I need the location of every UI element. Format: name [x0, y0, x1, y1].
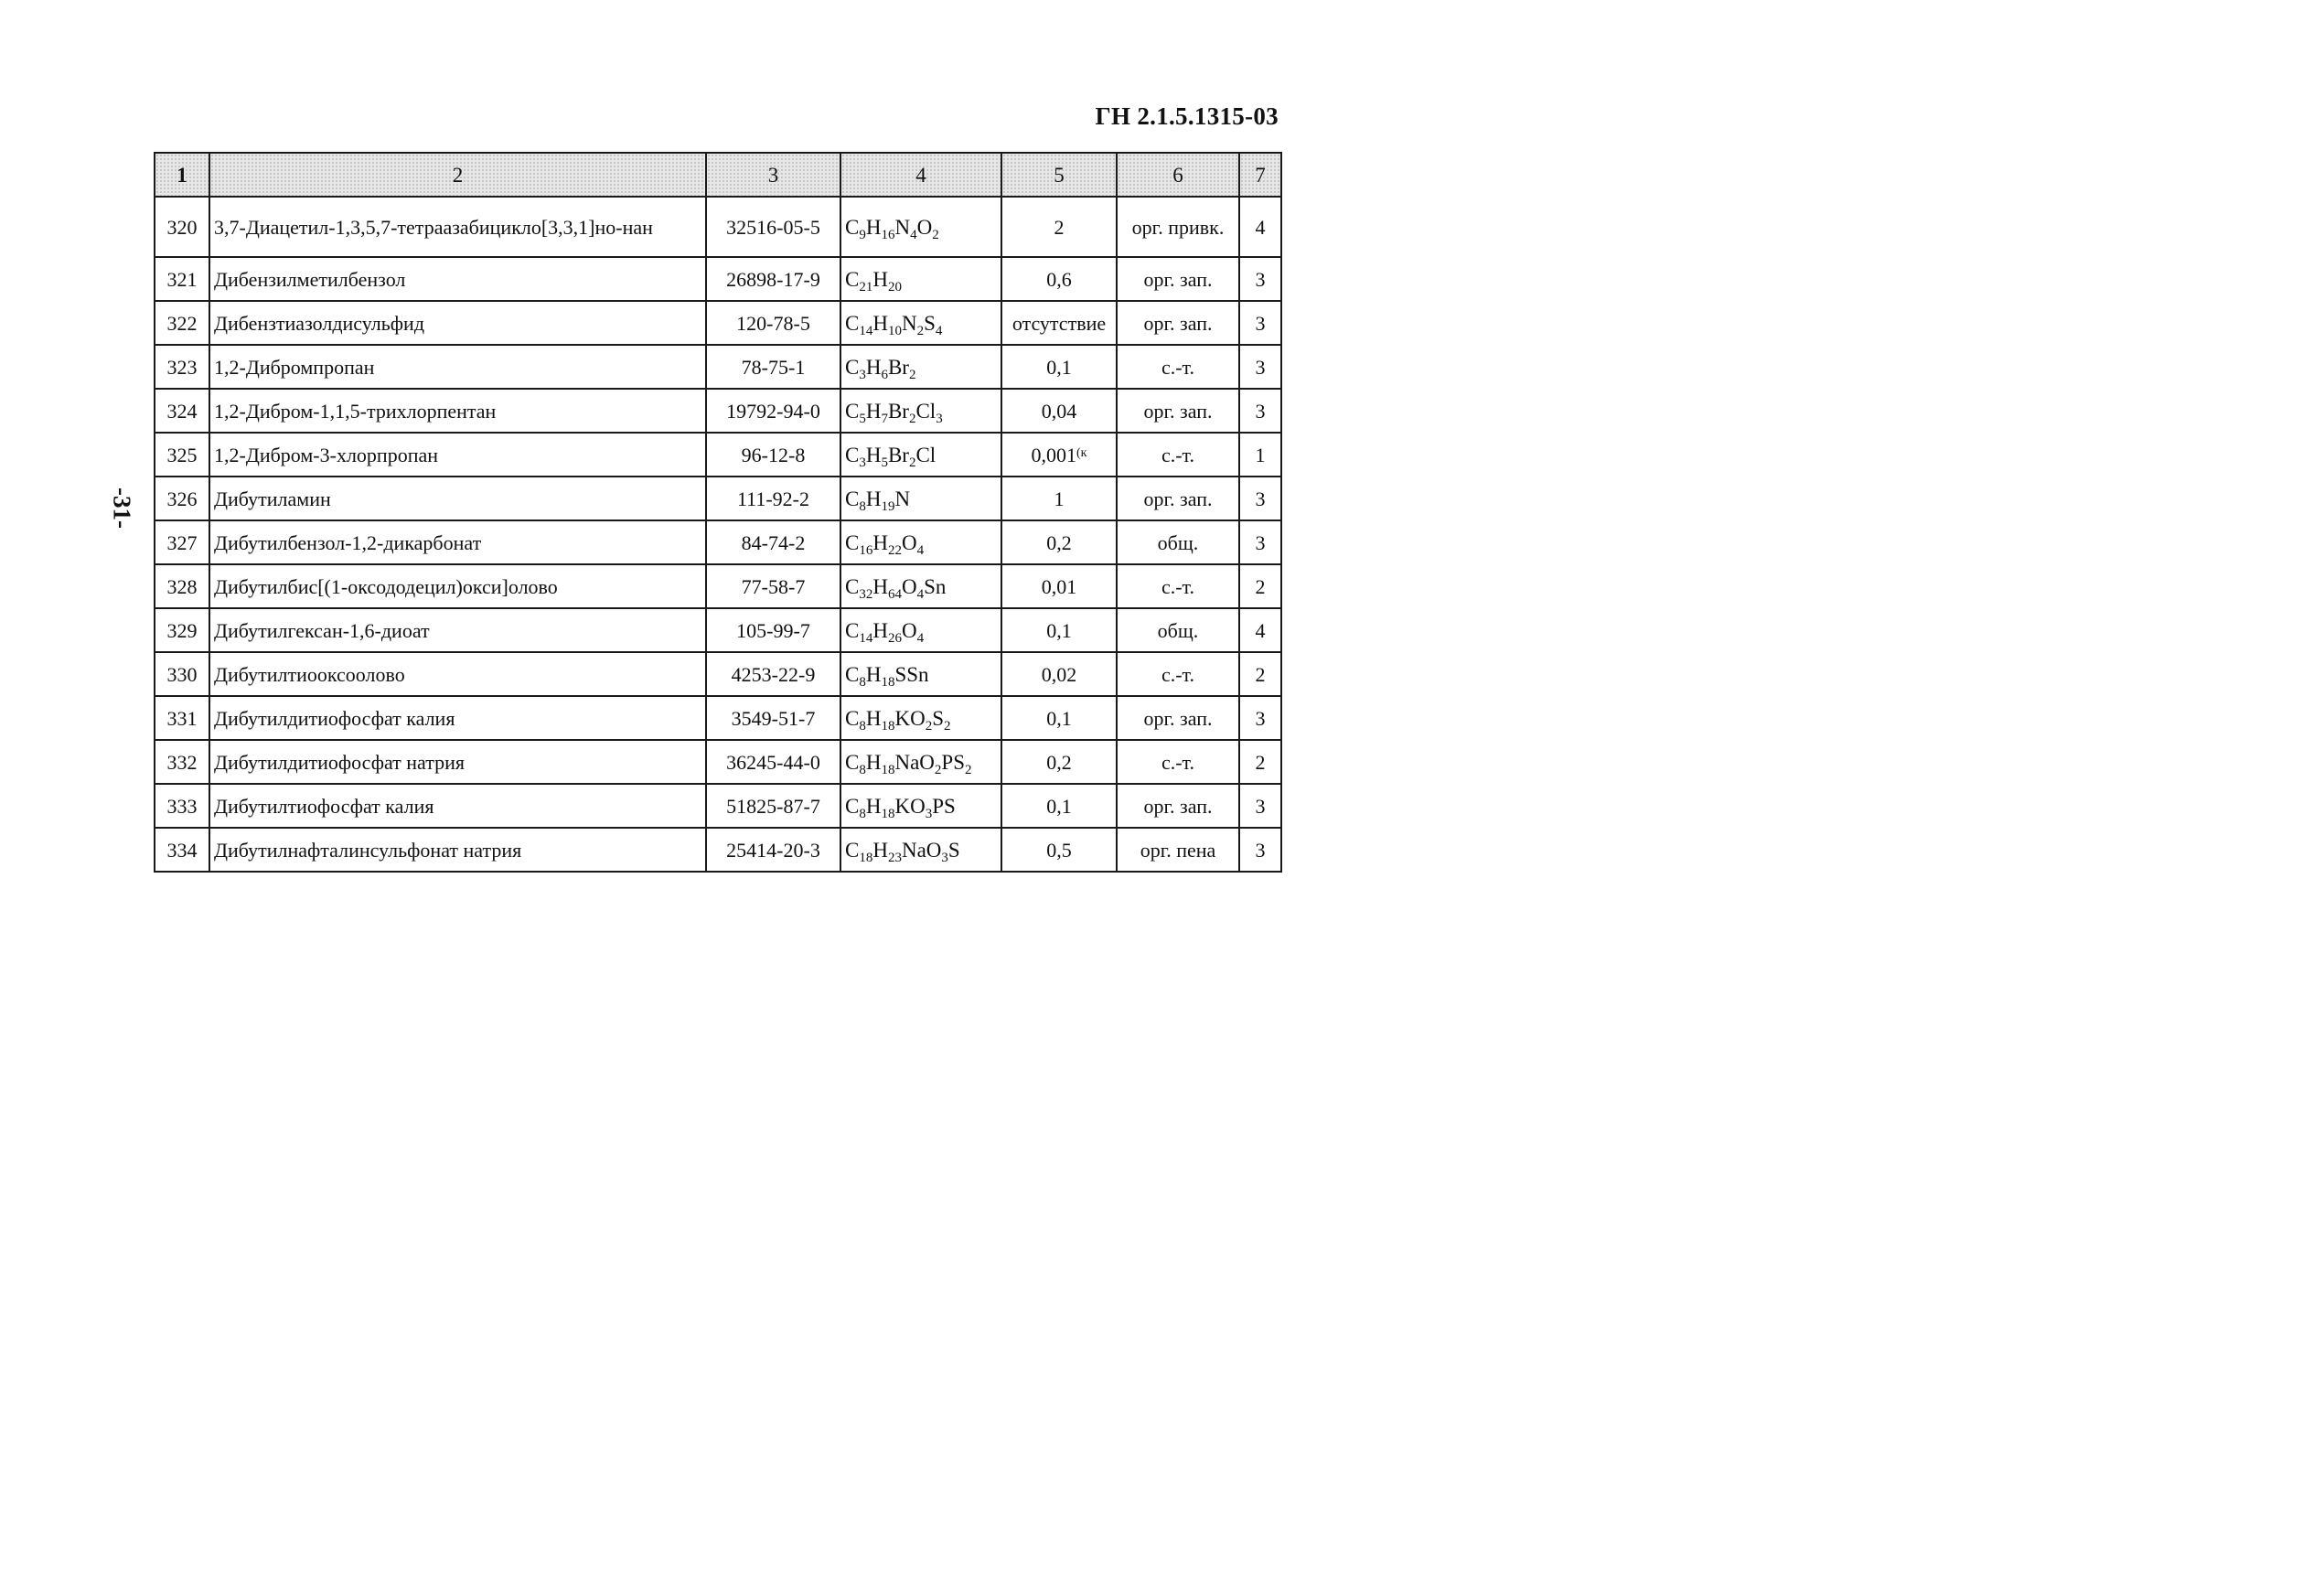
concentration-value [1001, 696, 1117, 740]
hazard-class: 3 [1239, 784, 1281, 828]
value-text: 0,02 [1041, 662, 1077, 686]
hazard-class: 3 [1239, 345, 1281, 389]
limiting-indicator: орг. зап. [1117, 696, 1239, 740]
value-text: 0,1 [1046, 794, 1072, 818]
value-text: 0,001 [1031, 443, 1077, 466]
hazard-class: 2 [1239, 564, 1281, 608]
hazard-class: 3 [1239, 828, 1281, 872]
concentration-value [1001, 564, 1117, 608]
cas-number: 3549-51-7 [706, 696, 840, 740]
limiting-indicator: общ. [1117, 608, 1239, 652]
table-row [155, 257, 1281, 301]
value-text: 2 [1054, 215, 1065, 239]
chemical-formula: $C_{21}H_{20}$ [840, 257, 1001, 301]
hazard-class: 4 [1239, 197, 1281, 257]
hazard-class: 2 [1239, 740, 1281, 784]
concentration-value [1001, 433, 1117, 477]
limiting-indicator: с.-т. [1117, 433, 1239, 477]
concentration-value [1001, 301, 1117, 345]
concentration-value [1001, 197, 1117, 257]
header-col-6: 6 [1117, 153, 1239, 197]
header-col-7: 7 [1239, 153, 1281, 197]
table-header-row [155, 153, 1281, 197]
substance-name: Дибутилдитиофосфат натрия [209, 740, 706, 784]
hazard-class: 3 [1239, 301, 1281, 345]
value-text: 0,01 [1041, 574, 1077, 598]
limiting-indicator: орг. пена [1117, 828, 1239, 872]
chemical-formula: $C_3H_5Br_2Cl$ [840, 433, 1001, 477]
table-row [155, 828, 1281, 872]
limiting-indicator: с.-т. [1117, 564, 1239, 608]
concentration-value [1001, 389, 1117, 433]
value-text: 0,1 [1046, 706, 1072, 730]
cas-number: 19792-94-0 [706, 389, 840, 433]
chemical-formula: $C_8H_{18}KO_2S_2$ [840, 696, 1001, 740]
limiting-indicator: орг. зап. [1117, 257, 1239, 301]
hazard-class: 3 [1239, 257, 1281, 301]
limiting-indicator: с.-т. [1117, 652, 1239, 696]
value-note: (к [1076, 445, 1087, 460]
substance-name: 1,2-Дибромпропан [209, 345, 706, 389]
value-text: 0,1 [1046, 618, 1072, 642]
cas-number: 26898-17-9 [706, 257, 840, 301]
substance-name: Дибензтиазолдисульфид [209, 301, 706, 345]
substance-name: 3,7-Диацетил-1,3,5,7-тетраазабицикло[3,3,1]но-нан [209, 197, 706, 257]
limiting-indicator: общ. [1117, 520, 1239, 564]
limiting-indicator: орг. зап. [1117, 389, 1239, 433]
table-row [155, 345, 1281, 389]
cas-number: 84-74-2 [706, 520, 840, 564]
limiting-indicator: орг. зап. [1117, 784, 1239, 828]
cas-number: 32516-05-5 [706, 197, 840, 257]
limiting-indicator: с.-т. [1117, 740, 1239, 784]
row-number: 329 [155, 608, 209, 652]
value-text: 0,6 [1046, 267, 1072, 291]
row-number: 330 [155, 652, 209, 696]
row-number: 325 [155, 433, 209, 477]
hazard-class: 3 [1239, 389, 1281, 433]
concentration-value [1001, 828, 1117, 872]
hazard-class: 4 [1239, 608, 1281, 652]
chemical-formula: $C_9H_{16}N_4O_2$ [840, 197, 1001, 257]
hazard-class: 3 [1239, 477, 1281, 520]
cas-number: 77-58-7 [706, 564, 840, 608]
chemical-formula: $C_8H_{18}SSn$ [840, 652, 1001, 696]
value-text: 0,04 [1041, 399, 1077, 423]
substance-name: 1,2-Дибром-3-хлорпропан [209, 433, 706, 477]
table-row [155, 301, 1281, 345]
cas-number: 105-99-7 [706, 608, 840, 652]
chemical-formula: $C_{16}H_{22}O_4$ [840, 520, 1001, 564]
row-number: 333 [155, 784, 209, 828]
substance-name: Дибутиламин [209, 477, 706, 520]
cas-number: 96-12-8 [706, 433, 840, 477]
concentration-value [1001, 520, 1117, 564]
table-row [155, 433, 1281, 477]
header-col-1: 1 [155, 153, 209, 197]
document-code: ГН 2.1.5.1315-03 [1095, 102, 1279, 130]
concentration-value [1001, 652, 1117, 696]
header-col-5: 5 [1001, 153, 1117, 197]
table-row [155, 520, 1281, 564]
cas-number: 120-78-5 [706, 301, 840, 345]
concentration-value [1001, 345, 1117, 389]
row-number: 332 [155, 740, 209, 784]
table-row [155, 608, 1281, 652]
limiting-indicator: орг. зап. [1117, 301, 1239, 345]
row-number: 326 [155, 477, 209, 520]
substance-name: Дибутилнафталинсульфонат натрия [209, 828, 706, 872]
value-text: отсутствие [1012, 311, 1107, 335]
concentration-value [1001, 784, 1117, 828]
substance-name: Дибутилдитиофосфат калия [209, 696, 706, 740]
row-number: 324 [155, 389, 209, 433]
row-number: 331 [155, 696, 209, 740]
hazard-class: 1 [1239, 433, 1281, 477]
value-text: 0,2 [1046, 750, 1072, 774]
substance-name: Дибутилтиофосфат калия [209, 784, 706, 828]
cas-number: 25414-20-3 [706, 828, 840, 872]
table-row [155, 740, 1281, 784]
row-number: 334 [155, 828, 209, 872]
hazard-class: 3 [1239, 520, 1281, 564]
header-col-4: 4 [840, 153, 1001, 197]
table-row [155, 696, 1281, 740]
chemical-formula: $C_{18}H_{23}NaO_3S$ [840, 828, 1001, 872]
cas-number: 111-92-2 [706, 477, 840, 520]
chemical-formula: $C_{14}H_{10}N_2S_4$ [840, 301, 1001, 345]
row-number: 320 [155, 197, 209, 257]
chemical-formula: $C_8H_{19}N$ [840, 477, 1001, 520]
substance-name: Дибутилгексан-1,6-диоат [209, 608, 706, 652]
value-text: 1 [1054, 487, 1065, 510]
limiting-indicator: с.-т. [1117, 345, 1239, 389]
table-row [155, 477, 1281, 520]
chemical-formula: $C_8H_{18}KO_3PS$ [840, 784, 1001, 828]
concentration-value [1001, 740, 1117, 784]
limiting-indicator: орг. привк. [1117, 197, 1239, 257]
chemical-formula: $C_{14}H_{26}O_4$ [840, 608, 1001, 652]
substance-name: Дибензилметилбензол [209, 257, 706, 301]
row-number: 322 [155, 301, 209, 345]
cas-number: 4253-22-9 [706, 652, 840, 696]
hazard-class: 2 [1239, 652, 1281, 696]
row-number: 323 [155, 345, 209, 389]
substance-name: Дибутилтиооксоолово [209, 652, 706, 696]
substance-name: Дибутилбензол-1,2-дикарбонат [209, 520, 706, 564]
concentration-value [1001, 477, 1117, 520]
row-number: 327 [155, 520, 209, 564]
table-row [155, 564, 1281, 608]
substance-name: Дибутилбис[(1-оксододецил)окси]олово [209, 564, 706, 608]
substances-table [154, 152, 1282, 873]
table-row [155, 197, 1281, 257]
header-col-2: 2 [209, 153, 706, 197]
chemical-formula: $C_3H_6Br_2$ [840, 345, 1001, 389]
limiting-indicator: орг. зап. [1117, 477, 1239, 520]
value-text: 0,1 [1046, 355, 1072, 379]
table-row [155, 389, 1281, 433]
cas-number: 51825-87-7 [706, 784, 840, 828]
value-text: 0,5 [1046, 838, 1072, 862]
row-number: 321 [155, 257, 209, 301]
chemical-formula: $C_5H_7Br_2Cl_3$ [840, 389, 1001, 433]
chemical-formula: $C_{32}H_{64}O_4Sn$ [840, 564, 1001, 608]
cas-number: 36245-44-0 [706, 740, 840, 784]
table-row [155, 784, 1281, 828]
substance-name: 1,2-Дибром-1,1,5-трихлорпентан [209, 389, 706, 433]
concentration-value [1001, 257, 1117, 301]
concentration-value [1001, 608, 1117, 652]
table-row [155, 652, 1281, 696]
page-number: -31- [108, 487, 136, 529]
header-col-3: 3 [706, 153, 840, 197]
value-text: 0,2 [1046, 530, 1072, 554]
cas-number: 78-75-1 [706, 345, 840, 389]
chemical-formula: $C_8H_{18}NaO_2PS_2$ [840, 740, 1001, 784]
hazard-class: 3 [1239, 696, 1281, 740]
row-number: 328 [155, 564, 209, 608]
